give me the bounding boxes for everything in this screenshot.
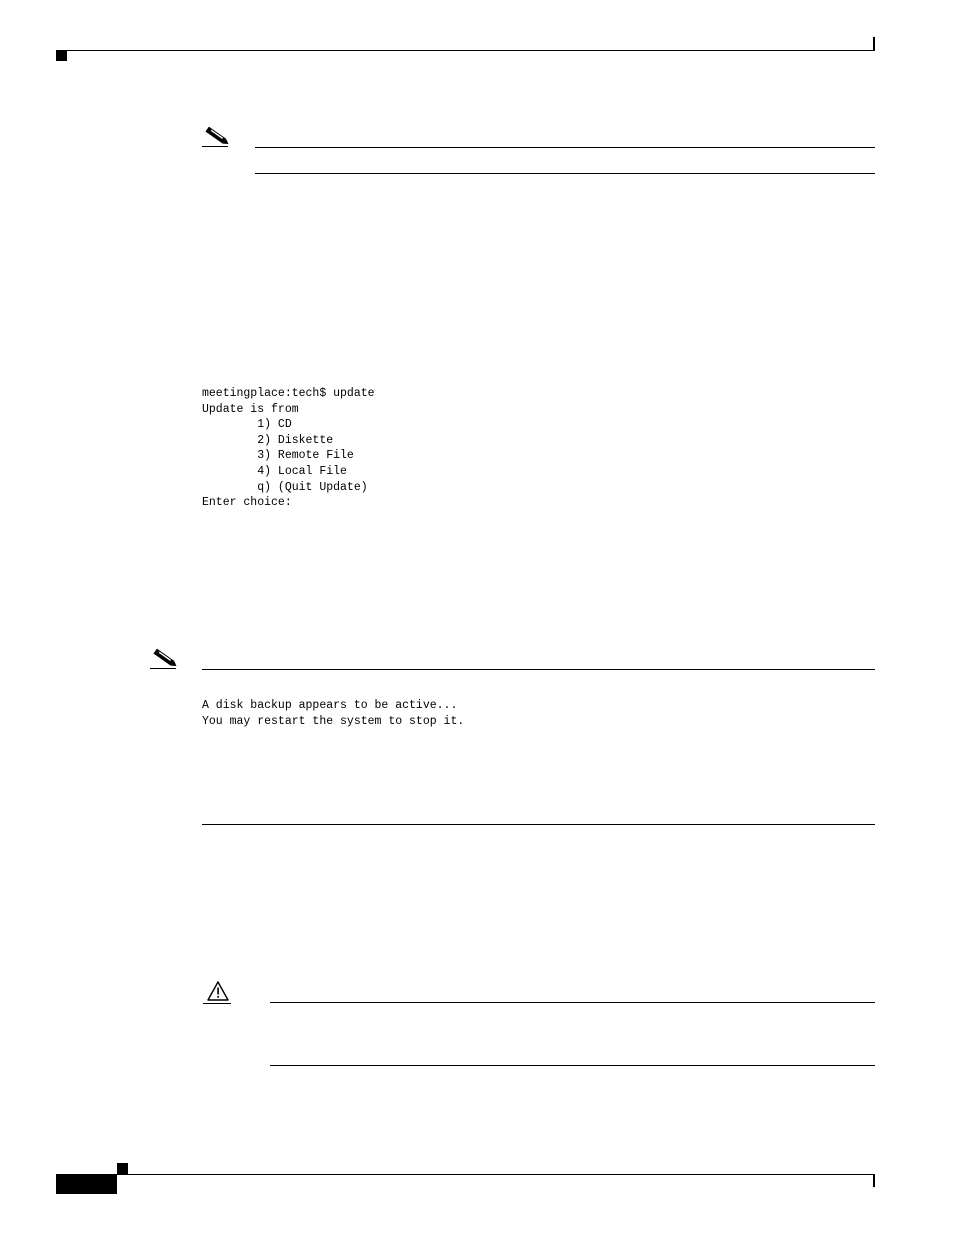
terminal-line: Update is from bbox=[202, 402, 299, 416]
terminal-line: 3) Remote File bbox=[202, 449, 354, 463]
terminal-line: meetingplace:tech$ update bbox=[202, 387, 375, 400]
header-tick bbox=[873, 37, 875, 51]
footer-small-marker bbox=[117, 1163, 128, 1174]
footer-rule bbox=[117, 1174, 875, 1175]
footer-tick bbox=[873, 1174, 875, 1187]
note2-rule-top bbox=[202, 669, 875, 670]
note-rule-top bbox=[255, 147, 875, 148]
note-rule-bottom bbox=[255, 173, 875, 174]
terminal-line: 1) CD bbox=[202, 418, 292, 432]
terminal-line: 4) Local File bbox=[202, 464, 347, 478]
terminal-line: Enter choice: bbox=[202, 496, 292, 510]
note2-rule-bottom bbox=[202, 824, 875, 825]
terminal-output bbox=[202, 386, 375, 511]
header-corner-marker bbox=[56, 51, 67, 61]
pencil-icon bbox=[150, 646, 180, 670]
backup-line: You may restart the system to stop it. bbox=[202, 714, 465, 728]
terminal-line: q) (Quit Update) bbox=[202, 480, 368, 494]
pencil-icon bbox=[202, 124, 232, 148]
backup-message bbox=[202, 698, 464, 729]
warning-triangle-icon bbox=[203, 979, 233, 1005]
caution-rule-bottom bbox=[270, 1065, 875, 1066]
backup-line: A disk backup appears to be active... bbox=[202, 699, 458, 712]
footer-page-block bbox=[56, 1174, 117, 1194]
terminal-line: 2) Diskette bbox=[202, 433, 334, 447]
caution-rule-top bbox=[270, 1002, 875, 1003]
header-rule bbox=[56, 50, 875, 51]
